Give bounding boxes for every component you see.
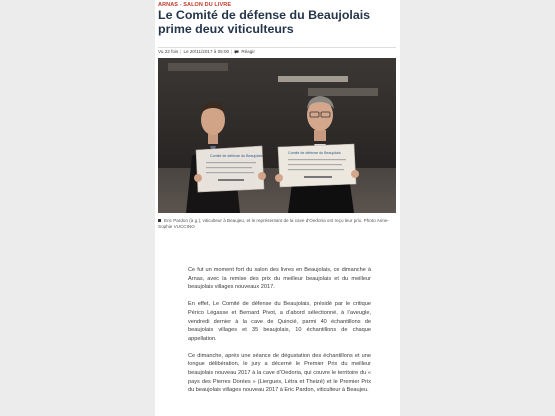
article-paragraph: Ce fut un moment fort du salon des livres en Beaujolais, ce dimanche à Arnas, avec la remise des prix du meilleur beaujolais et du meilleur beaujolais villages nouveaux 2017. xyxy=(188,267,371,291)
article-title: Le Comité de défense du Beaujolais prime deux viticulteurs xyxy=(158,8,371,36)
caption-bullet-icon xyxy=(158,219,161,222)
article-body xyxy=(188,266,371,403)
view-count: Vu 22 fois xyxy=(158,49,179,54)
article-paragraph: Ce dimanche, après une séance de dégustation des échantillons et une longue délibération, le jury a décerné le Premier Prix du meilleur beaujolais nouveau 2017 à la cave d’Oedoria, qui couvre le territoire du « pays des Pierres Dorées » (Liergues, Létra et Theizé) et le Premier Prix du beaujolais villages nouveau 2017 à Eric Pardon, viticulteur à Beaujeu. xyxy=(188,352,371,394)
meta-separator: | xyxy=(180,49,182,54)
certificate-left-title: Comité de défense du Beaujolais xyxy=(210,154,263,158)
meta-separator: | xyxy=(231,49,233,54)
photo-caption xyxy=(158,218,394,230)
article-photo xyxy=(158,58,396,213)
publish-date: Le 20/11/2017 à 05:00 xyxy=(183,49,230,54)
photo-illustration xyxy=(158,58,396,213)
certificate-right-title: Comité de défense du Beaujolais xyxy=(288,151,341,155)
article-page xyxy=(155,0,400,416)
certificate-right xyxy=(278,144,356,187)
certificate-left xyxy=(196,146,264,192)
comment-icon[interactable] xyxy=(234,50,239,54)
article-meta xyxy=(158,47,396,54)
react-link[interactable]: Réagir xyxy=(241,49,255,54)
caption-text: Eric Pardon (à g.), viticulteur à Beaujeu, et le représentant de la cave d’Oedoria ont reçu leur prix. Photo Anne-Sophie VUCCINO xyxy=(158,218,389,229)
article-kicker[interactable]: ARNAS - SALON DU LIVRE xyxy=(158,2,232,8)
article-paragraph: En effet, Le Comité de défense du Beaujolais, présidé par le critique Périco Légasse et Bernard Pivot, a d’abord sélectionné, à l’aveugle, vendredi dernier à la cave de Quincié, parmi 40 échantillons de beaujolais villages et 35 beaujolais, 10 échantillons de chaque appellation. xyxy=(188,301,371,342)
